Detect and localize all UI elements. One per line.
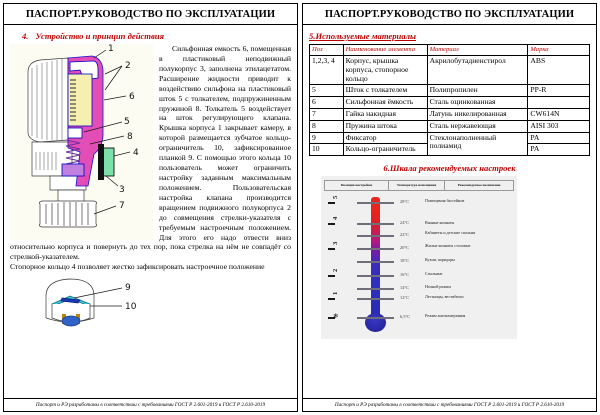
scale-tick [357,288,394,290]
cell-material: Сталь оцинкованная [427,97,528,109]
recommended-settings-scale [321,176,517,338]
scale-table-header [324,180,514,190]
materials-section-title: Используемые материалы [315,31,416,41]
position-label: 3 [332,241,339,245]
purpose-label: Ванные комнаты [425,219,455,225]
cell-name: Кольцо-ограничитель [343,144,427,156]
position-dash [328,298,335,300]
cell-name: Пружина штока [343,120,427,132]
section-number: 4. [22,31,29,41]
materials-section-number: 5. [309,31,316,41]
right-page [302,3,597,412]
purpose-label: Лестницы, вестибюли [425,293,464,299]
scale-section-number: 6. [383,163,390,174]
col-header-material: Материал [427,45,528,56]
materials-table [309,44,590,156]
cell-name: Фиксатор [343,132,427,144]
cell-material: Стеклонаполненный полиамид [427,132,528,156]
purpose-label: Режим антизамерзания [425,312,466,318]
col-header-pos: Поз [310,45,344,56]
table-row [310,85,590,97]
purpose-label: Кухни, коридоры [425,256,455,262]
cutaway-drawing [10,44,153,240]
cell-pos: 1,2,3, 4 [310,56,344,85]
callout-6: 6 [129,92,135,102]
purpose-label: Помещения бассейнов [425,197,465,203]
scale-col-temperature: Температура помещения [389,181,445,189]
scale-col-position: Позиция настройки [325,181,389,189]
callout-1: 1 [108,44,114,54]
scale-tick [357,275,394,277]
temperature-label: 18°C [400,257,410,263]
paragraph-principle: Сильфонная емкость 6, помещенная в пластиковый неподвижный полукорпус 3, заполнена этилацетатом. Расширение жидкости приводит к воздействию сильфона на пластиковый шток 5 с толкателем, подпружиненным пружиной 8. Толкатель 5 воздействует на шток регулирующего клапана. Крышка корпуса 1 закрывает камеру, в которой размещается зубчатое кольцо-ограничитель 10, зафиксированное планкой 9. С помощью этого кольца 10 пользователь может ограничить настройку заданным максимальным положением. Пользовательская настройка клапана производится вращением подвижного полукорпуса 2 до совмещения стрелки-указателя с требуемым настроечным положением. Для этого его надо отвести вниз относительно корпуса и повернуть до тех пор, пока стрелка на нём не совпадёт со стрелкой-указателем. [10,44,291,262]
cell-material: Латунь никелированная [427,108,528,120]
callout-10: 10 [125,302,137,313]
section-heading-device [10,31,291,41]
position-label: 4 [332,216,339,220]
purpose-label: Ночной режим [425,283,451,289]
cell-material: Акрилобутадиенстирол [427,56,528,85]
scale-body [324,195,514,333]
temperature-label: 6,5°C [400,313,411,319]
page-header-left: ПАСПОРТ.РУКОВОДСТВО ПО ЭКСПЛУАТАЦИИ [4,4,297,25]
thermometer-bulb [365,313,386,332]
position-dash [328,223,335,225]
callout-5: 5 [124,117,130,127]
position-label: 2 [332,268,339,272]
table-row [310,56,590,85]
scale-tick [357,202,394,204]
purpose-label: Жилые комнаты столовые [425,242,471,248]
cell-material: Сталь нержавеющая [427,120,528,132]
scale-tick [357,261,394,263]
cell-brand: PA [528,132,590,144]
cell-brand [528,97,590,109]
table-row [310,108,590,120]
cell-brand: PA [528,144,590,156]
scale-tick [357,248,394,250]
page-header-right: ПАСПОРТ.РУКОВОДСТВО ПО ЭКСПЛУАТАЦИИ [303,4,596,25]
materials-table-header-row [310,45,590,56]
left-page-body [4,25,297,398]
cell-pos: 7 [310,108,344,120]
temperature-label: 24°C [400,219,410,225]
cell-name: Шток с толкателем [343,85,427,97]
temperature-label: 16°C [400,271,410,277]
callout-7: 7 [119,201,125,211]
temperature-label: 28°C [400,198,410,204]
right-page-body [303,25,596,398]
temperature-label: 20°C [400,244,410,250]
callout-3: 3 [119,185,125,195]
table-row [310,97,590,109]
cell-pos: 8 [310,120,344,132]
scale-section-title: Шкала рекомендуемых настроек [389,163,516,174]
cell-brand: ABS [528,56,590,85]
temperature-label: 12°C [400,294,410,300]
scale-tick [357,298,394,300]
callout-2: 2 [125,61,131,71]
section-heading-scale [309,163,590,173]
cell-brand: PP-R [528,85,590,97]
section-heading-materials [309,31,590,41]
cell-pos: 5 [310,85,344,97]
footer-left: Паспорт и РЭ разработаны в соответствии с требованиями ГОСТ Р 2.601-2019 и ГОСТ Р 2.610-2019 [4,398,297,411]
scale-col-purpose: Рекомендуемое назначение [457,183,501,188]
position-label: 1 [332,291,339,295]
limiter-ring-figure [18,274,166,336]
callout-8: 8 [127,132,133,142]
thermometer-column [371,197,380,319]
footer-right: Паспорт и РЭ разработаны в соответствии с требованиями ГОСТ Р 2.601-2019 и ГОСТ Р 2.610-2019 [303,398,596,411]
position-dash [328,248,335,250]
thermostatic-head-cutaway-figure [10,44,153,240]
snowflake-icon: ❄ [333,312,339,320]
cell-pos: 9 [310,132,344,144]
section-title: Устройство и принцип действия [35,31,165,41]
position-dash [328,275,335,277]
purpose-label: Спальные [425,270,443,276]
cell-name: Корпус, крышка корпуса, стопорное кольцо [343,56,427,85]
scale-tick [357,317,394,319]
temperature-label: 22°C [400,231,410,237]
callout-4: 4 [133,148,139,158]
cell-name: Сильфонная ёмкость [343,97,427,109]
col-header-name: Наименование элемента [343,45,427,56]
position-label: 5 [332,195,339,199]
table-row [310,132,590,144]
limiter-ring-drawing [18,274,166,336]
scale-tick [357,235,394,237]
cell-brand: CW614N [528,108,590,120]
col-header-brand: Марка [528,45,590,56]
cell-brand: AISI 303 [528,120,590,132]
cell-pos: 6 [310,97,344,109]
table-row [310,120,590,132]
cell-name: Гайка накидная [343,108,427,120]
left-page [3,3,298,412]
purpose-label: Кабинеты и детские спальни [425,229,476,235]
temperature-label: 14°C [400,284,410,290]
cell-material: Полипропилен [427,85,528,97]
cell-pos: 10 [310,144,344,156]
position-dash [328,202,335,204]
scale-tick [357,223,394,225]
callout-9: 9 [125,283,131,294]
paragraph-locking-ring: Стопорное кольцо 4 позволяет жестко зафиксировать настроечное положение [10,262,265,272]
